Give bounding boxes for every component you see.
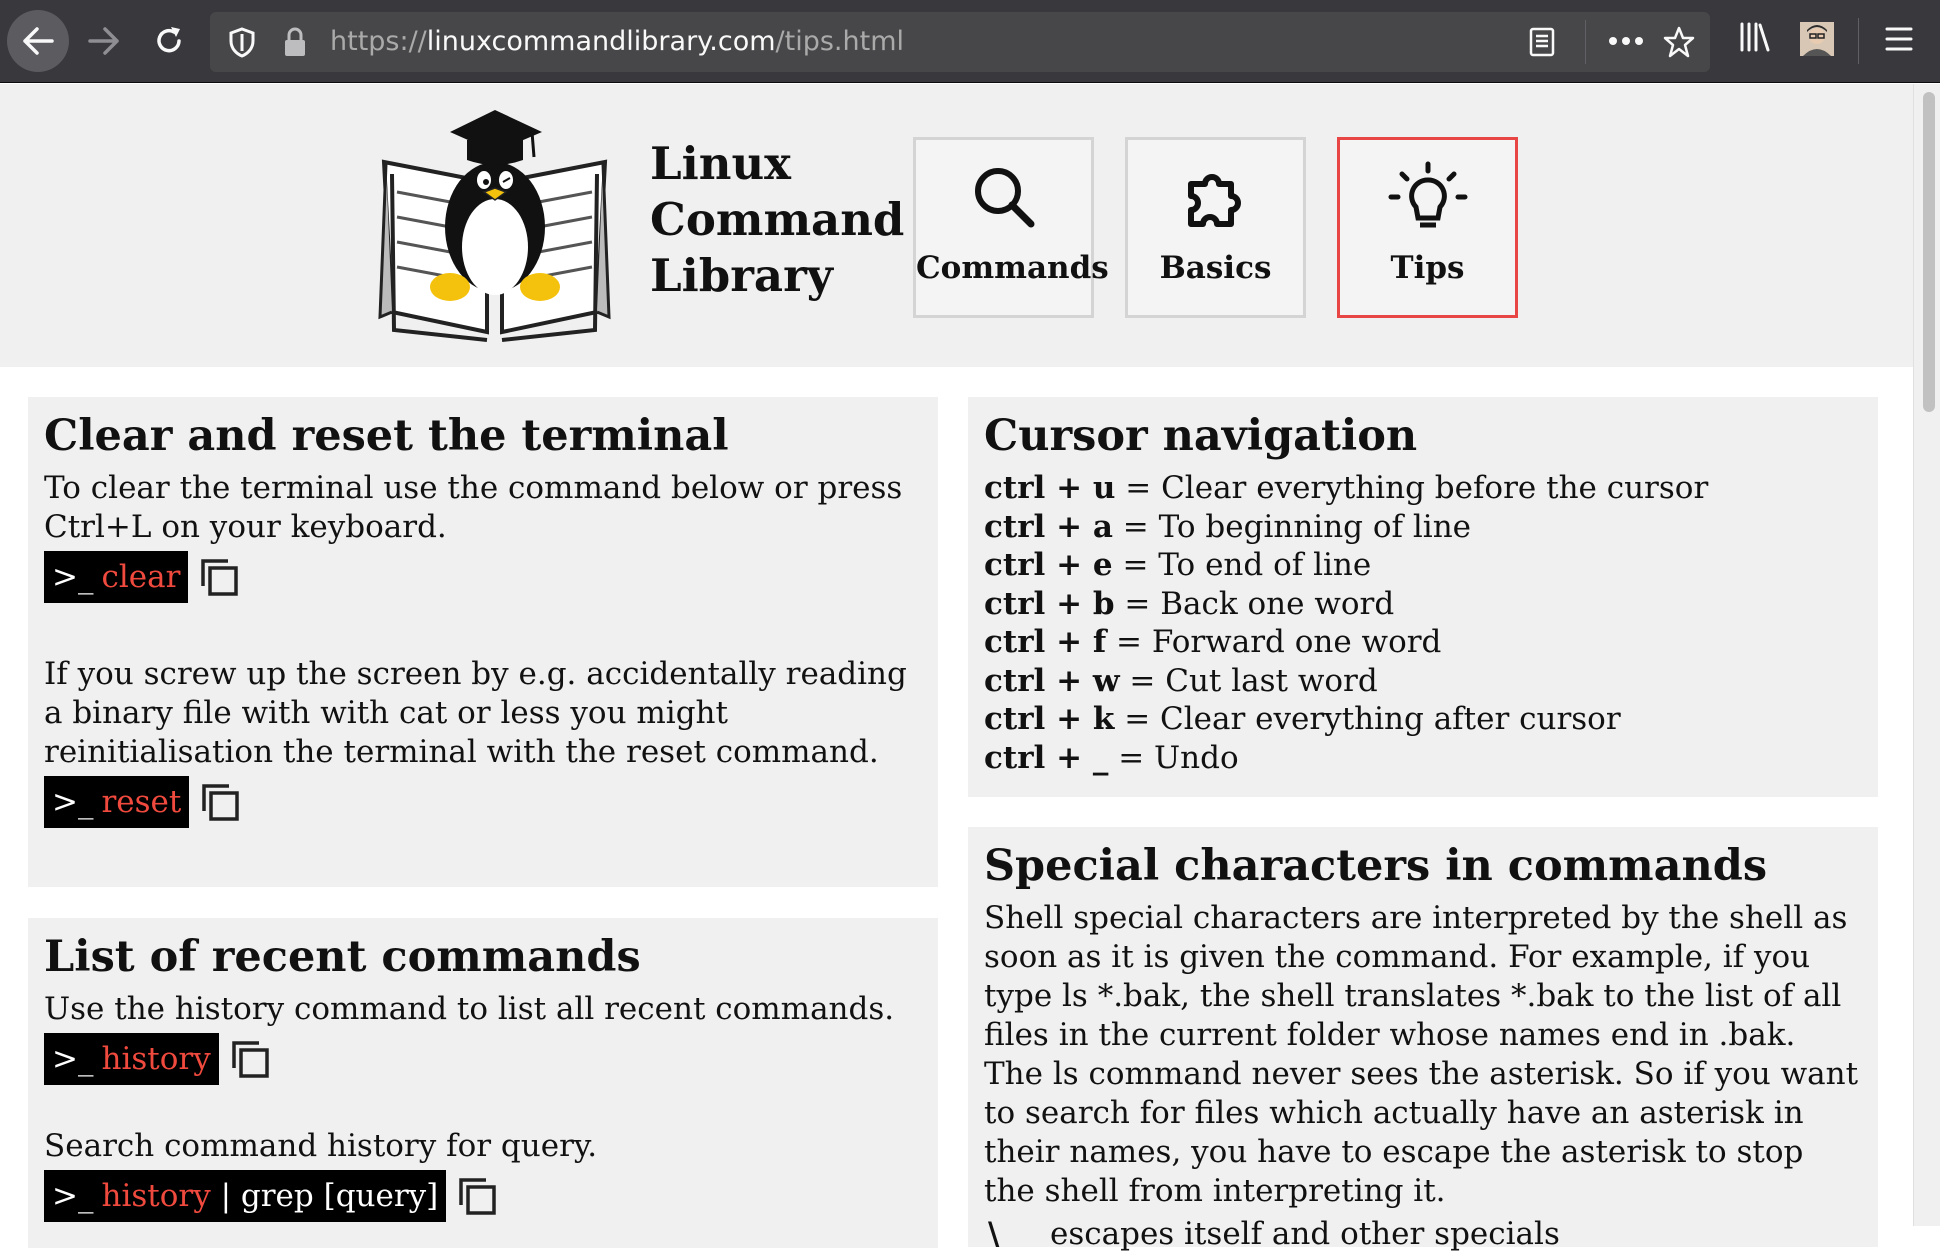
clear-command-row — [44, 551, 922, 603]
nav-commands-button[interactable] — [913, 137, 1109, 318]
reset-command[interactable]: >_ reset — [44, 776, 189, 828]
special-char: \ — [988, 1216, 1000, 1252]
shortcut-item: ctrl + u = Clear everything before the cursor — [984, 470, 1709, 506]
puzzle-icon — [1181, 162, 1251, 232]
copy-icon[interactable] — [229, 1038, 271, 1080]
lock-icon[interactable] — [282, 26, 308, 58]
nav-basics-button[interactable] — [1125, 137, 1306, 318]
scrollbar-thumb[interactable] — [1923, 92, 1935, 412]
history-search-description: Search command history for query. — [44, 1128, 598, 1164]
url-bar[interactable] — [210, 12, 1710, 72]
history-command[interactable]: >_ history — [44, 1033, 219, 1085]
history-grep-command[interactable]: >_ history | grep [query] — [44, 1170, 446, 1222]
reader-view-icon[interactable] — [1528, 26, 1556, 58]
special-char-row — [984, 1215, 1862, 1254]
nav-tips-button[interactable] — [1337, 137, 1518, 318]
page-scrollbar[interactable] — [1913, 84, 1940, 1226]
reload-icon — [152, 24, 186, 58]
toolbar-divider — [1858, 18, 1859, 64]
bookmark-star-icon[interactable] — [1662, 25, 1696, 59]
more-actions-icon[interactable] — [1608, 36, 1644, 46]
reset-command-row — [44, 776, 922, 828]
shortcut-item: ctrl + k = Clear everything after cursor — [984, 701, 1621, 737]
brand-line-1: Linux — [650, 137, 791, 190]
special-characters-card — [968, 827, 1878, 1252]
nav-basics-label: Basics — [1159, 250, 1272, 286]
copy-icon[interactable] — [198, 556, 240, 598]
url-divider — [1585, 20, 1586, 64]
shield-icon[interactable] — [228, 26, 256, 58]
shortcut-item: ctrl + e = To end of line — [984, 547, 1372, 583]
nav-tips-label: Tips — [1390, 250, 1465, 286]
shortcut-item: ctrl + _ = Undo — [984, 739, 1239, 776]
brand-line-3: Library — [650, 249, 833, 302]
tux-book-logo[interactable] — [372, 102, 617, 342]
special-characters-description: Shell special characters are interpreted by the shell as soon as it is given the command. For example, if you type ls *.bak, the shell translates *.bak to the list of all files in the current folder whose names end in .bak. The ls command never sees the asterisk. So if you want to search for files which actually have an asterisk in their names, you have to escape the asterisk to stop the shell from interpreting it. — [984, 900, 1859, 1209]
browser-toolbar — [0, 0, 1940, 83]
shortcut-item: ctrl + b = Back one word — [984, 585, 1395, 622]
reset-description: If you screw up the screen by e.g. accidentally reading a binary file with with cat or less you might reinitialisation the terminal with the reset command. — [44, 656, 907, 770]
lightbulb-icon — [1388, 162, 1468, 236]
nav-commands-label: Commands — [916, 250, 1109, 286]
hamburger-menu-icon[interactable] — [1884, 26, 1914, 52]
copy-icon[interactable] — [199, 781, 241, 823]
history-grep-command-row — [44, 1170, 922, 1222]
shortcut-item: ctrl + w = Cut last word — [984, 662, 1378, 699]
history-description: Use the history command to list all recent commands. — [44, 991, 895, 1027]
account-avatar[interactable] — [1800, 22, 1834, 56]
copy-icon[interactable] — [456, 1175, 498, 1217]
clear-reset-title: Clear and reset the terminal — [44, 411, 729, 461]
brand-line-2: Command — [650, 193, 905, 246]
recent-commands-card — [28, 918, 938, 1248]
library-icon[interactable] — [1738, 20, 1772, 54]
reload-button[interactable] — [138, 10, 200, 72]
history-command-row — [44, 1033, 922, 1085]
avatar-icon — [1800, 22, 1834, 56]
forward-button[interactable] — [73, 10, 135, 72]
shortcut-item: ctrl + a = To beginning of line — [984, 508, 1472, 545]
recent-commands-title: List of recent commands — [44, 932, 641, 982]
clear-command[interactable]: >_ clear — [44, 551, 188, 603]
cursor-navigation-card — [968, 397, 1878, 797]
special-char-description: escapes itself and other specials — [1050, 1216, 1560, 1252]
clear-description: To clear the terminal use the command below or press Ctrl+L on your keyboard. — [44, 470, 903, 545]
url-text[interactable]: https://linuxcommandlibrary.com/tips.html — [330, 26, 905, 57]
shortcut-list — [984, 469, 1862, 777]
special-characters-title: Special characters in commands — [984, 841, 1768, 891]
site-header — [0, 84, 1913, 367]
arrow-right-icon — [87, 26, 121, 56]
shortcut-item: ctrl + f = Forward one word — [984, 624, 1442, 660]
brand-title[interactable] — [650, 136, 904, 304]
search-icon — [969, 162, 1039, 232]
clear-reset-card — [28, 397, 938, 887]
back-button[interactable] — [7, 10, 69, 72]
cursor-navigation-title: Cursor navigation — [984, 411, 1418, 461]
arrow-left-icon — [21, 26, 55, 56]
